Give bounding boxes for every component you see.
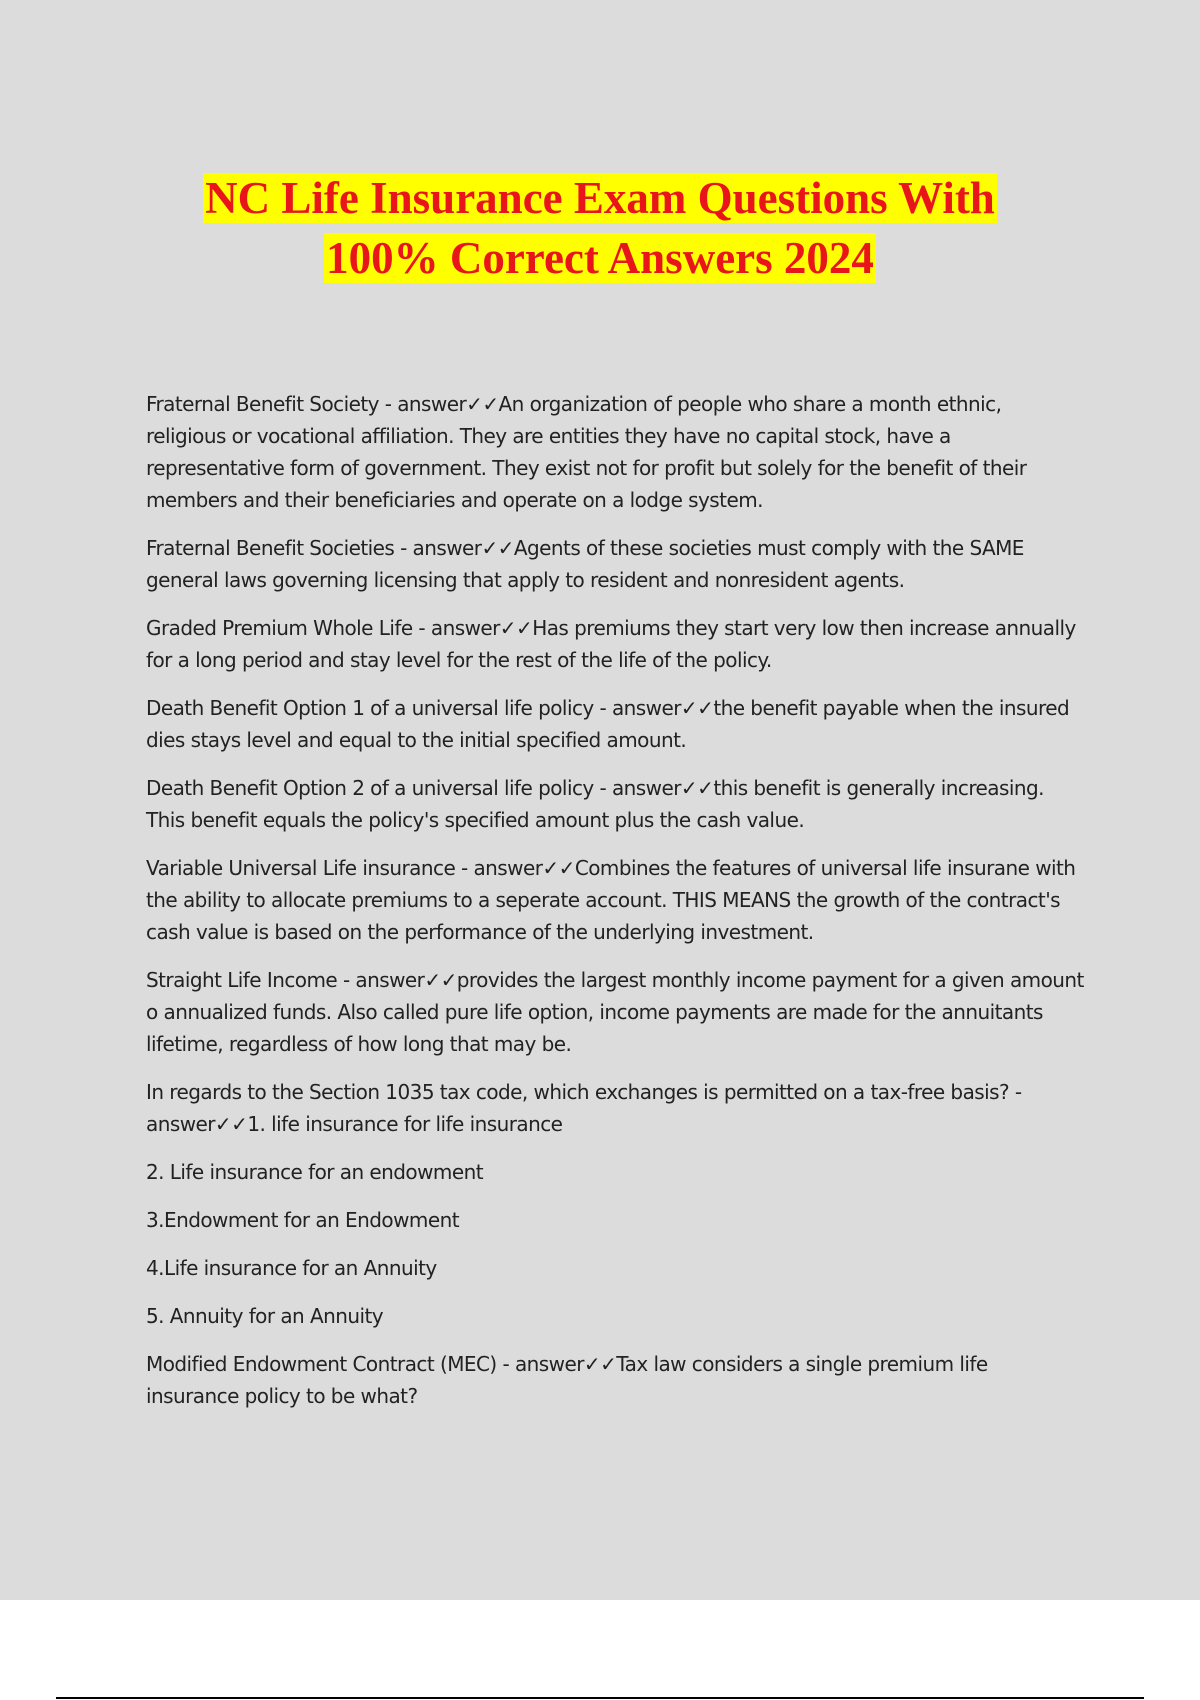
qa-entry: 2. Life insurance for an endowment	[146, 1160, 484, 1184]
qa-list	[146, 388, 1086, 1428]
qa-entry: Fraternal Benefit Societies - answer✓✓Agents of these societies must comply with the SAME general laws governing licensing that apply to resident and nonresident agents.	[146, 536, 1024, 592]
qa-entry: Modified Endowment Contract (MEC) - answer✓✓Tax law considers a single premium life insurance policy to be what?	[146, 1352, 988, 1408]
footer-divider	[56, 1697, 1144, 1699]
qa-entry: 5. Annuity for an Annuity	[146, 1304, 384, 1328]
qa-entry: 4.Life insurance for an Annuity	[146, 1256, 437, 1280]
qa-entry: Variable Universal Life insurance - answer✓✓Combines the features of universal life insurane with the ability to allocate premiums to a seperate account. THIS MEANS the growth of the contract's cash value is based on the performance of the underlying investment.	[146, 856, 1076, 944]
document-title	[0, 168, 1200, 288]
title-line-2: 100% Correct Answers 2024	[326, 233, 874, 283]
qa-entry: Death Benefit Option 1 of a universal life policy - answer✓✓the benefit payable when the insured dies stays level and equal to the initial specified amount.	[146, 696, 1070, 752]
qa-entry: In regards to the Section 1035 tax code, which exchanges is permitted on a tax-free basis? - answer✓✓1. life insurance for life insurance	[146, 1080, 1022, 1136]
qa-entry: 3.Endowment for an Endowment	[146, 1208, 459, 1232]
qa-entry: Fraternal Benefit Society - answer✓✓An organization of people who share a month ethnic, religious or vocational affiliation. They are entities they have no capital stock, have a representative form of government. They exist not for profit but solely for the benefit of their members and their beneficiaries and operate on a lodge system.	[146, 392, 1027, 512]
qa-entry: Straight Life Income - answer✓✓provides the largest monthly income payment for a given amount o annualized funds. Also called pure life option, income payments are made for the annuitants lifetime, regardless of how long that may be.	[146, 968, 1084, 1056]
qa-entry: Graded Premium Whole Life - answer✓✓Has premiums they start very low then increase annually for a long period and stay level for the rest of the life of the policy.	[146, 616, 1076, 672]
title-line-1: NC Life Insurance Exam Questions With	[205, 173, 995, 223]
qa-entry: Death Benefit Option 2 of a universal life policy - answer✓✓this benefit is generally increasing. This benefit equals the policy's specified amount plus the cash value.	[146, 776, 1044, 832]
